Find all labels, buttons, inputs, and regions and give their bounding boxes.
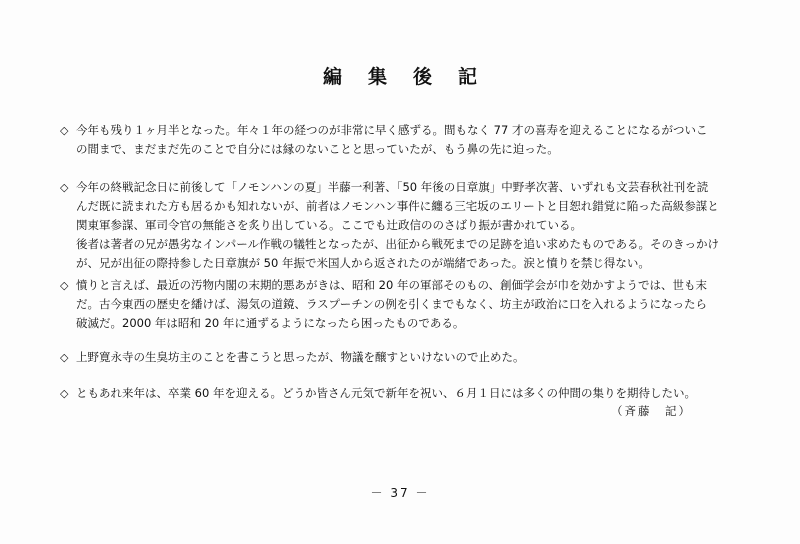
diamond-bullet-icon: ◇ (60, 351, 69, 364)
paragraph-2 (60, 178, 720, 273)
paragraph-line: 今年の終戦記念日に前後して「ノモンハンの夏」半藤一利著、「50 年後の日章旗」中野孝次著、いずれも文芸春秋社刊を読 (76, 180, 709, 194)
page-title: 編集後記 (322, 66, 503, 88)
paragraph-5 (60, 384, 720, 403)
paragraph-line: んだ既に読まれた方も居るかも知れないが、前者はノモンハン事件に纏る三宅坂のエリートと目恕れ錯覚に陥った高級参謀と (76, 199, 719, 213)
paragraph-line: 上野寛永寺の生臭坊主のことを書こうと思ったが、物議を醸すといけないので止めた。 (76, 350, 525, 364)
diamond-bullet-icon: ◇ (60, 387, 69, 400)
author-signature: （斉藤 記） (611, 404, 692, 418)
paragraph-line: が、兄が出征の際持参した日章旗が 50 年振で米国人から返されたのが端緒であった。涙と憤りを禁じ得ない。 (76, 256, 650, 270)
paragraph-line: だ。古今東西の歴史を繙けば、湯気の道鏡、ラスプーチンの例を引くまでもなく、坊主が政治に口を入れるようになったら (76, 297, 707, 311)
paragraph-line: 破滅だ。2000 年は昭和 20 年に通ずるようになったら困ったものである。 (76, 316, 465, 330)
paragraph-line: 後者は著者の兄が愚劣なインパール作戦の犠牲となったが、出征から戦死までの足跡を追い求めたものである。そのきっかけ (76, 237, 719, 251)
diamond-bullet-icon: ◇ (60, 124, 69, 137)
paragraph-line: 関東軍参謀、軍司令官の無能さを炙り出している。ここでも辻政信ののさばり振が書かれている。 (76, 218, 582, 232)
paragraph-line: ともあれ来年は、卒業 60 年を迎える。どうか皆さん元気で新年を祝い、６月１日には多くの仲間の集りを期待したい。 (76, 386, 696, 400)
paragraph-4 (60, 348, 720, 367)
paragraph-line: の間まで、まだまだ先のことで自分には縁のないことと思っていたが、もう鼻の先に迫った。 (76, 142, 559, 156)
paragraph-3 (60, 276, 720, 333)
diamond-bullet-icon: ◇ (60, 279, 69, 292)
paragraph-line: 今年も残り１ヶ月半となった。年々１年の経つのが非常に早く感ずる。間もなく 77 才の喜寿を迎えることになるがついこ (76, 123, 708, 137)
page-number: － 37 － (370, 486, 430, 500)
paragraph-1 (60, 121, 720, 159)
paragraph-line: 憤りと言えば、最近の汚物内閣の末期的悪あがきは、昭和 20 年の軍部そのもの、創価学会が巾を効かすようでは、世も末 (76, 278, 707, 292)
diamond-bullet-icon: ◇ (60, 181, 69, 194)
